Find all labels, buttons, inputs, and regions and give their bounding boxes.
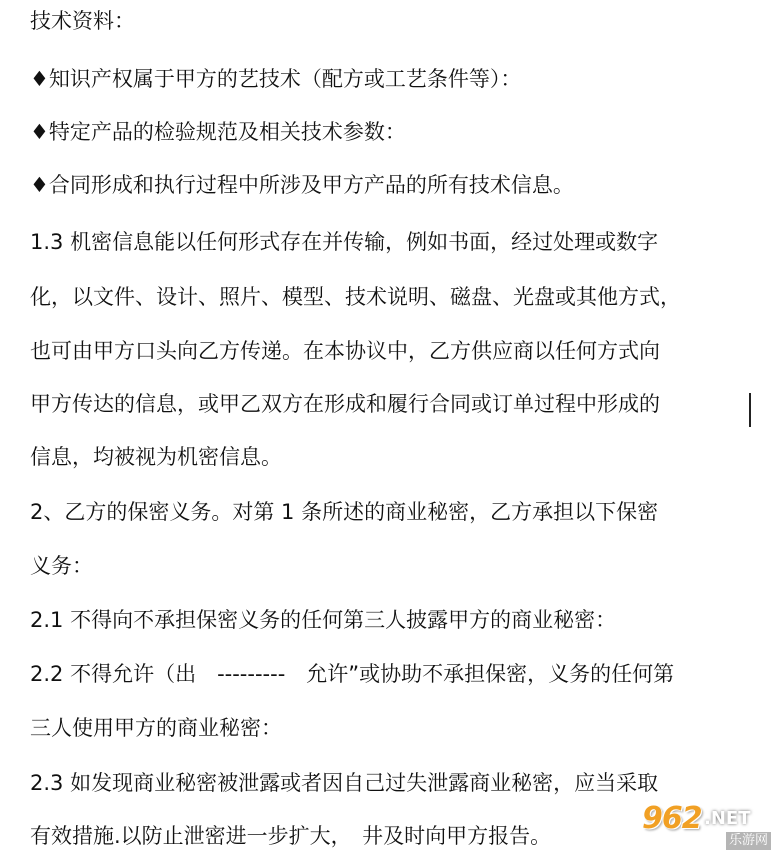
doc-line-5: 1.3 机密信息能以任何形式存在并传输，例如书面，经过处理或数字 <box>30 230 659 254</box>
doc-line-1: 技术资料： <box>30 9 135 33</box>
doc-line-14: 三人使用甲方的商业秘密： <box>30 716 282 740</box>
doc-line-7: 也可由甲方口头向乙方传递。在本协议中，乙方供应商以任何方式向 <box>30 339 660 363</box>
watermark-logo: 962 <box>642 801 702 836</box>
doc-line-8: 甲方传达的信息，或甲乙双方在形成和履行合同或订单过程中形成的 <box>30 392 660 416</box>
doc-line-11: 义务： <box>30 554 93 578</box>
doc-line-4: ♦合同形成和执行过程中所涉及甲方产品的所有技术信息。 <box>30 173 574 197</box>
doc-line-10: 2、乙方的保密义务。对第 1 条所述的商业秘密，乙方承担以下保密 <box>30 500 659 524</box>
doc-line-9: 信息，均被视为机密信息。 <box>30 445 282 469</box>
site-watermark <box>642 802 776 856</box>
doc-line-15: 2.3 如发现商业秘密被泄露或者因自己过失泄露商业秘密，应当采取 <box>30 771 659 795</box>
doc-line-3: ♦特定产品的检验规范及相关技术参数： <box>30 120 406 144</box>
doc-line-6: 化，以文件、设计、照片、模型、技术说明、磁盘、光盘或其他方式， <box>30 285 681 309</box>
text-cursor <box>749 393 751 427</box>
doc-line-13: 2.2 不得允许（出 --------- 允许”或协助不承担保密，义务的任何第 <box>30 662 675 686</box>
watermark-site-name: 乐游网 <box>726 832 771 850</box>
doc-line-12: 2.1 不得向不承担保密义务的任何第三人披露甲方的商业秘密： <box>30 608 617 632</box>
doc-line-16: 有效措施.以防止泄密进一步扩大， 井及时向甲方报告。 <box>30 824 552 848</box>
watermark-suffix: .NET <box>704 808 751 829</box>
doc-line-2: ♦知识产权属于甲方的艺技术（配方或工艺条件等）： <box>30 67 522 91</box>
